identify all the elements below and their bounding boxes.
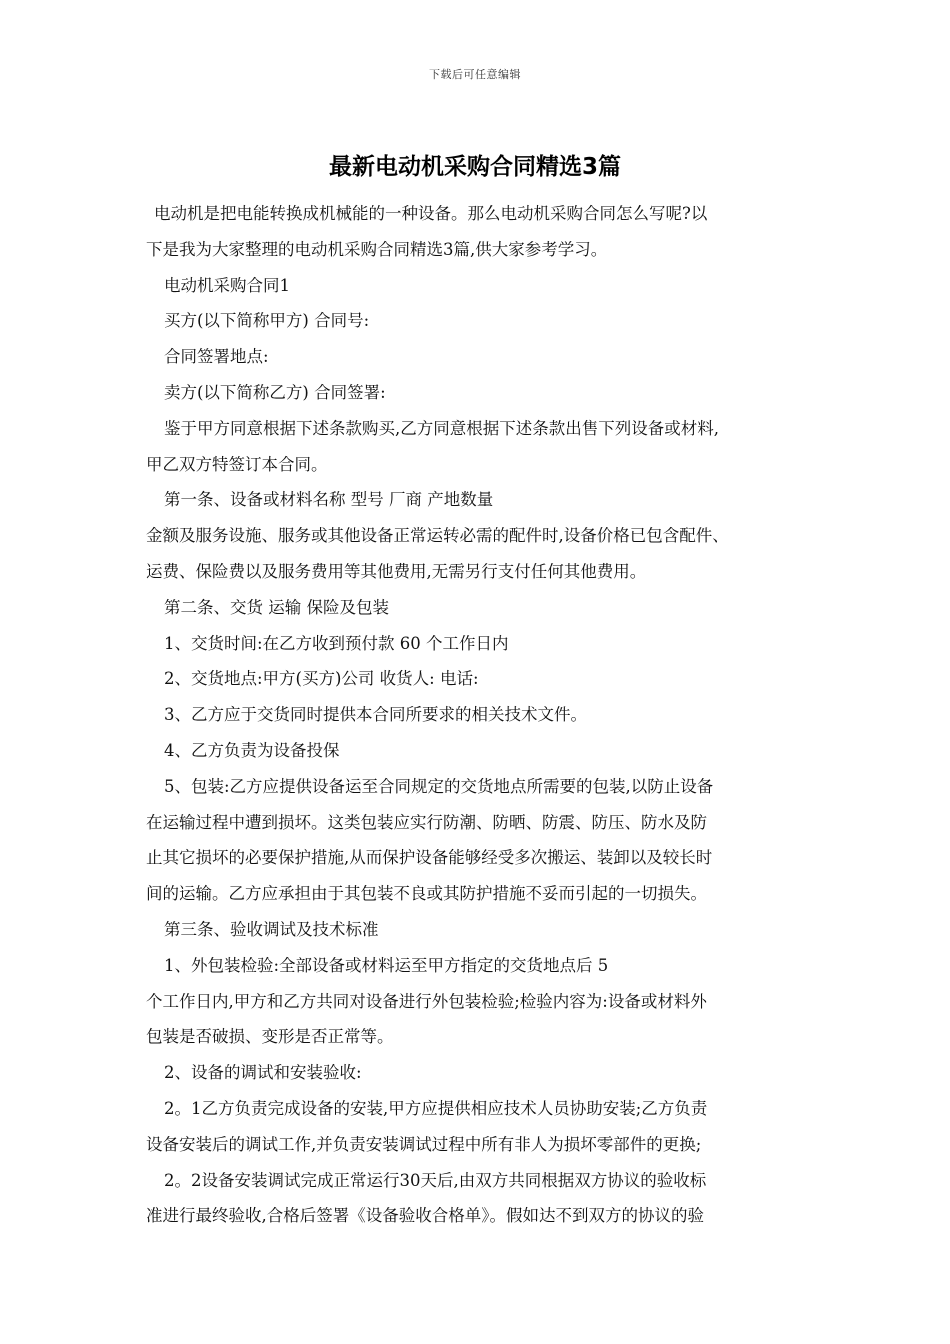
paragraph-line: 4、乙方负责为设备投保	[164, 740, 340, 760]
paragraph-line: 1、外包装检验:全部设备或材料运至甲方指定的交货地点后 5	[164, 955, 609, 975]
paragraph-line: 电动机采购合同1	[164, 275, 290, 295]
paragraph-line: 买方(以下简称甲方) 合同号:	[164, 311, 370, 331]
paragraph-line: 运费、保险费以及服务费用等其他费用,无需另行支付任何其他费用。	[146, 561, 647, 581]
paragraph-line: 下是我为大家整理的电动机采购合同精选3篇,供大家参考学习。	[146, 239, 608, 259]
paragraph-line: 1、交货时间:在乙方收到预付款 60 个工作日内	[164, 633, 509, 653]
paragraph-line: 止其它损坏的必要保护措施,从而保护设备能够经受多次搬运、装卸以及较长时	[146, 848, 713, 868]
paragraph-line: 3、乙方应于交货同时提供本合同所要求的相关技术文件。	[164, 705, 587, 725]
paragraph-line: 第三条、验收调试及技术标准	[164, 919, 379, 939]
paragraph-line: 间的运输。乙方应承担由于其包装不良或其防护措施不妥而引起的一切损失。	[146, 884, 707, 904]
paragraph-line: 在运输过程中遭到损坏。这类包装应实行防潮、防晒、防震、防压、防水及防	[146, 812, 707, 832]
paragraph-line: 包装是否破损、变形是否正常等。	[146, 1027, 394, 1047]
paragraph-line: 鉴于甲方同意根据下述条款购买,乙方同意根据下述条款出售下列设备或材料,	[164, 418, 719, 438]
paragraph-line: 电动机是把电能转换成机械能的一种设备。那么电动机采购合同怎么写呢?以	[154, 204, 708, 223]
document-body	[146, 196, 822, 1234]
paragraph-line: 2、交货地点:甲方(买方)公司 收货人: 电话:	[164, 669, 479, 689]
paragraph-line: 2。1乙方负责完成设备的安装,甲方应提供相应技术人员协助安装;乙方负责	[164, 1098, 708, 1118]
paragraph-line: 金额及服务设施、服务或其他设备正常运转必需的配件时,设备价格已包含配件、	[146, 526, 729, 546]
header-note: 下载后可任意编辑	[429, 68, 521, 81]
document-title: 最新电动机采购合同精选3篇	[328, 154, 621, 180]
paragraph-line: 5、包装:乙方应提供设备运至合同规定的交货地点所需要的包装,以防止设备	[164, 776, 714, 796]
paragraph-line: 设备安装后的调试工作,并负责安装调试过程中所有非人为损坏零部件的更换;	[146, 1134, 702, 1154]
paragraph-line: 个工作日内,甲方和乙方共同对设备进行外包装检验;检验内容为:设备或材料外	[146, 991, 707, 1011]
paragraph-line: 2。2设备安装调试完成正常运行30天后,由双方共同根据双方协议的验收标	[164, 1170, 707, 1190]
paragraph-line: 甲乙双方特签订本合同。	[146, 454, 328, 474]
paragraph-line: 卖方(以下简称乙方) 合同签署:	[164, 382, 386, 402]
paragraph-line: 准进行最终验收,合格后签署《设备验收合格单》。假如达不到双方的协议的验	[146, 1206, 704, 1226]
paragraph-line: 合同签署地点:	[164, 347, 269, 367]
paragraph-line: 第二条、交货 运输 保险及包装	[164, 597, 389, 617]
paragraph-line: 2、设备的调试和安装验收:	[164, 1063, 362, 1083]
paragraph-line: 第一条、设备或材料名称 型号 厂商 产地数量	[164, 490, 494, 510]
